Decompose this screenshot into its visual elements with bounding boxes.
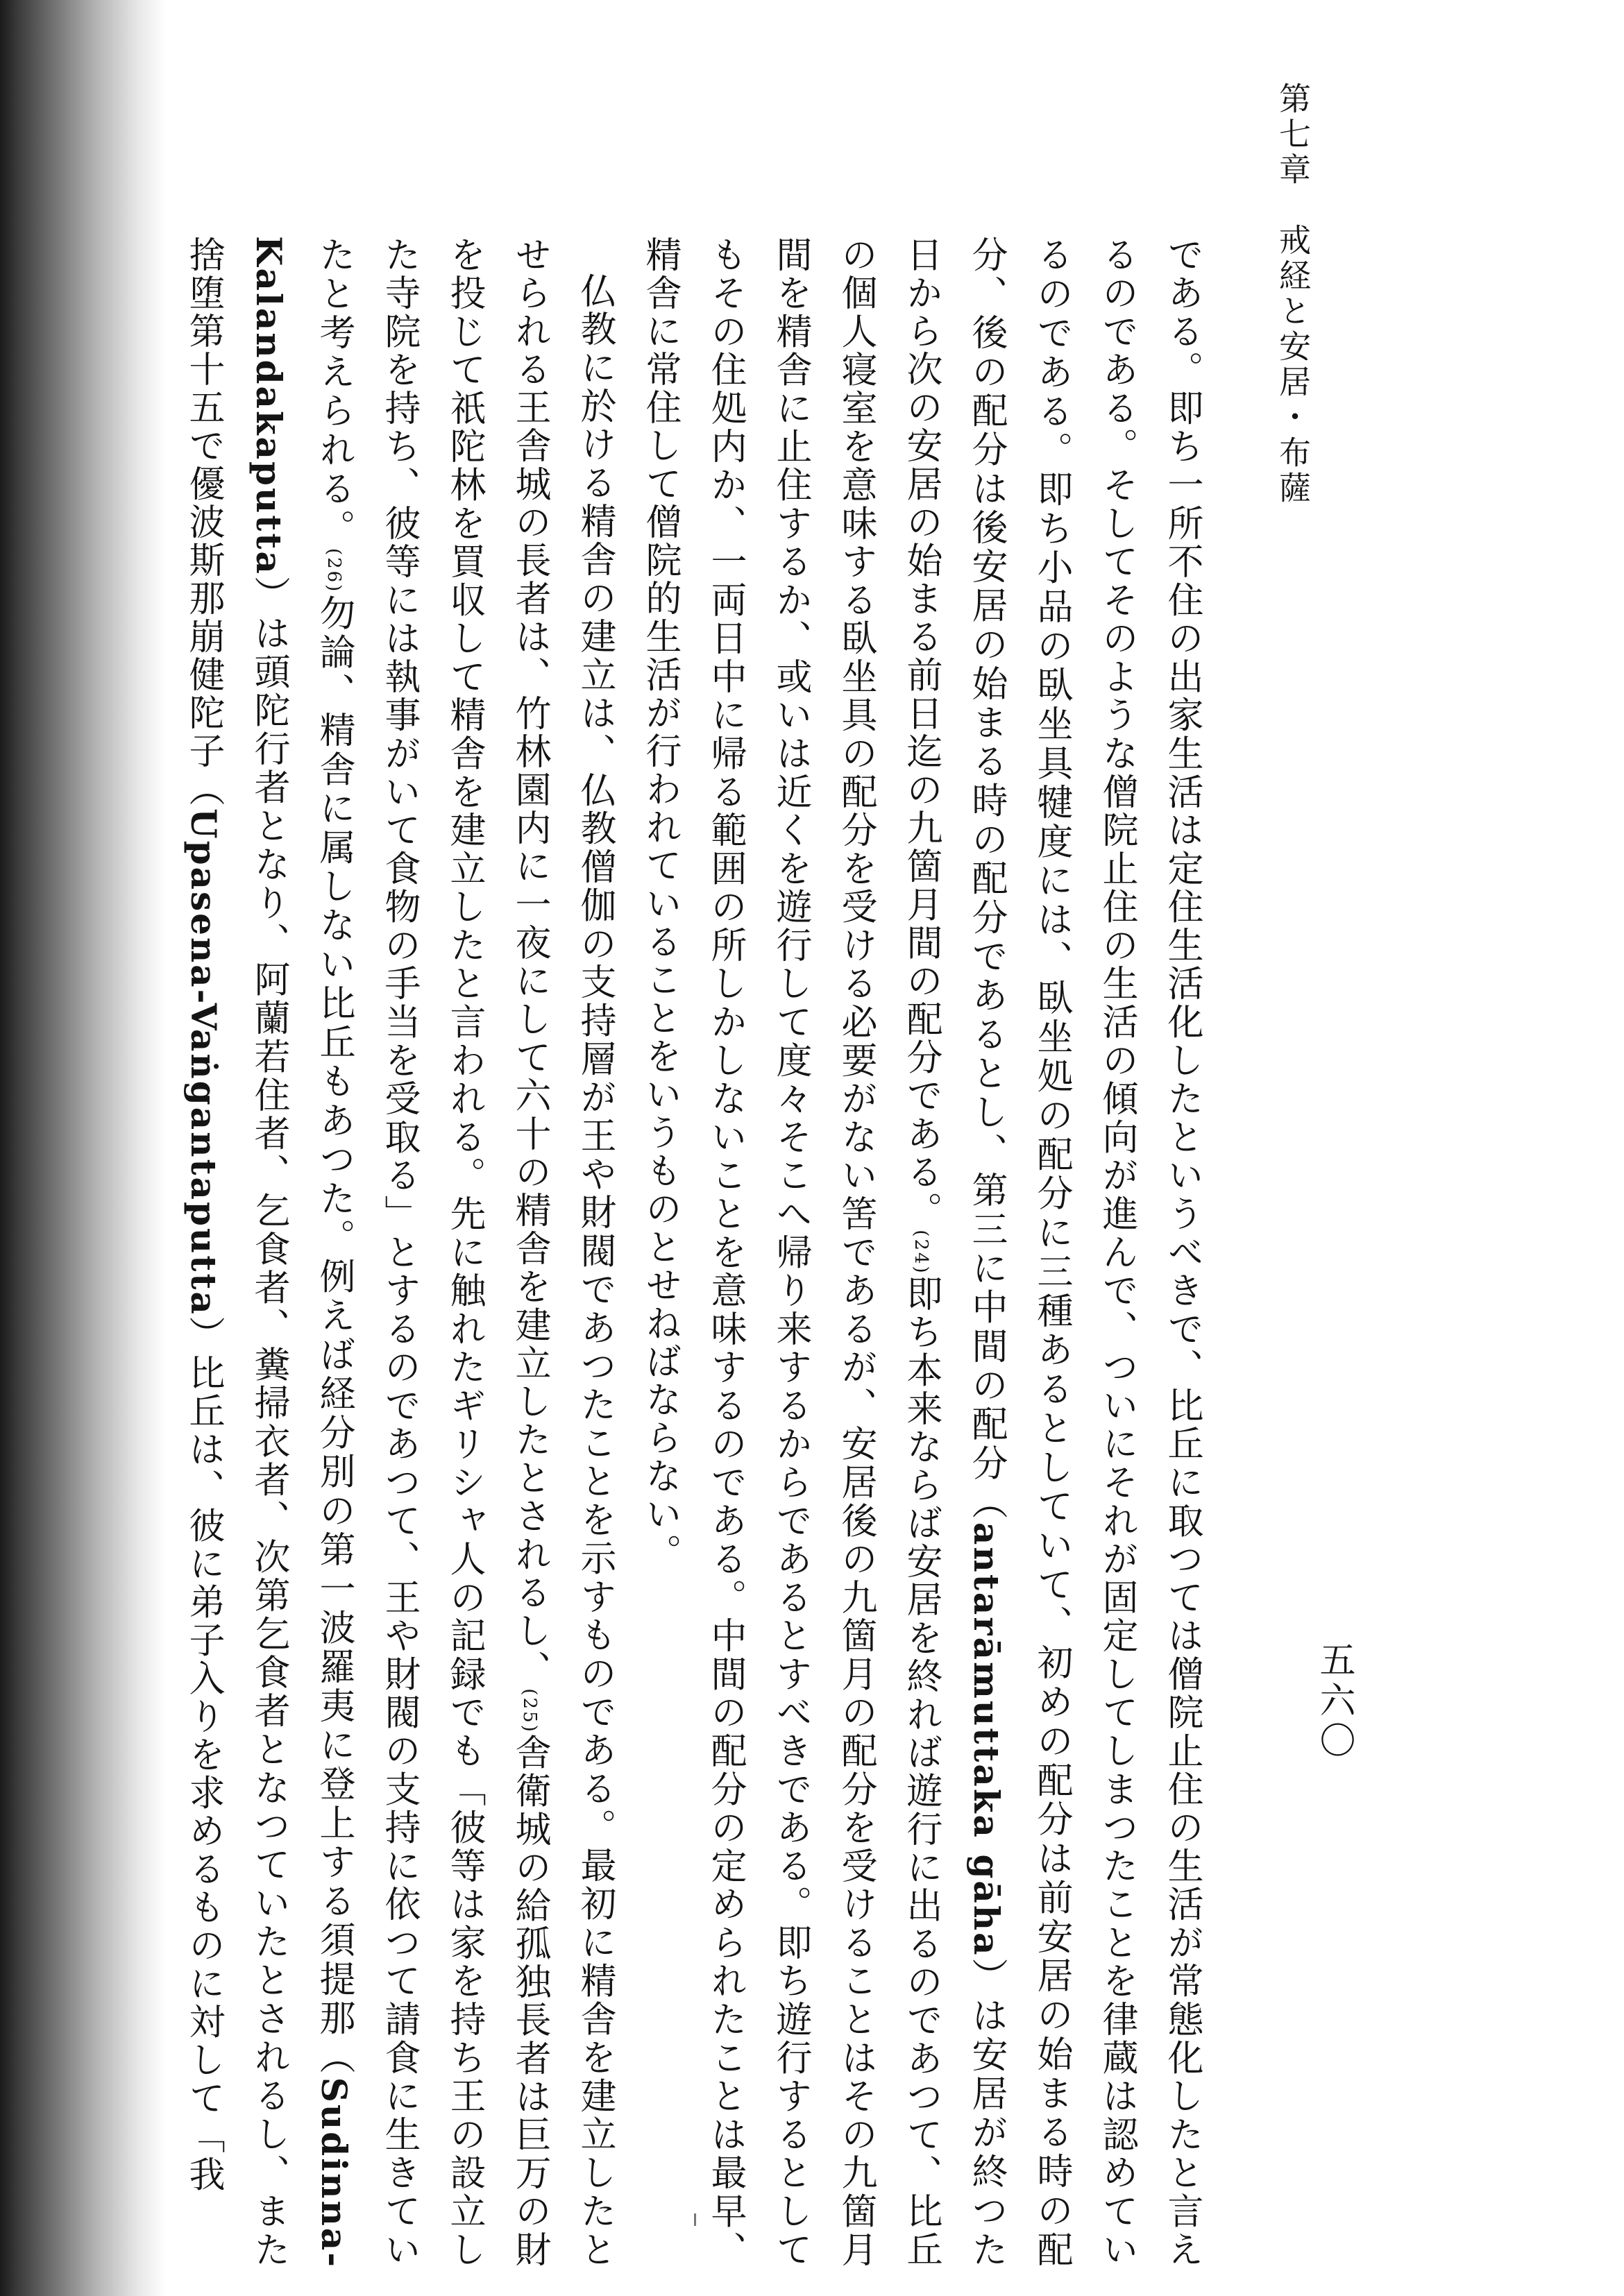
body-text: [125, 236, 1215, 2269]
text-run: ）は頭陀行者となり、阿蘭若住者、乞食者、糞掃衣者、次第乞食者となつていたとされるし、また捨堕第十五で優波斯那崩健陀子（: [183, 236, 289, 2269]
text-run: である。即ち一所不住の出家生活は定住生活化したというべきで、比丘に取つては僧院止住の生活が常態化したと言えるのである。そしてそのような僧院止住の生活の傾向が進んで、ついにそれが固定してしまつたことを律蔵は認めているのである。即ち小品の臥坐具犍度には、臥坐処の配分に三種あるとしていて、初めの配分は前安居の始まる時の配分、後の配分は後安居の始まる時の配分であるとし、第三に中間の配分（: [965, 236, 1203, 2269]
running-header: 第七章 戒経と安居・布薩: [1274, 82, 1312, 507]
text-run: ）は安居が終つた日から次の安居の始まる前日迄の九箇月間の配分である。: [900, 236, 1007, 2269]
footnote-ref: (26): [323, 547, 344, 594]
page-number: 五六〇: [1313, 1641, 1355, 1762]
paragraph-1: [627, 236, 1215, 2269]
text-run: 即ち本来ならば安居を終れば遊行に出るのであつて、比丘の個人寝室を意味する臥坐具の配分を受ける必要がない筈であるが、安居後の九箇月の配分を受けることはその九箇月間を精舎に止住するか、或いは近くを遊行して度々そこへ帰り来するからであるとすべきである。即ち遊行するとしてもその住処内か、一両日中に帰る範囲の所しかしないことを意味するのである。中間の配分の定められたことは最早、精舎に常住して僧院的生活が行われていることをいうものとせねばならない。: [639, 236, 942, 2269]
romanized-term: Sudinna-Kalandakaputta: [248, 236, 355, 2269]
footnote-ref: (24): [911, 1230, 931, 1275]
text-run: ）比丘は、彼に弟子入りを求めるものに対して「我: [183, 1316, 224, 2194]
scan-mark: [694, 2213, 696, 2226]
paragraph-2: [171, 236, 627, 2269]
romanized-term: Upasena-Vaṅgantaputta: [183, 808, 224, 1316]
text-run: 舎衛城の給孤独長者は巨万の財を投じて祇陀林を買収して精舎を建立したと言われる。先に触れたギリシャ人の記録でも「彼等は家を持ち王の設立した寺院を持ち、彼等には執事がいて食物の手当を受取る」とするのであつて、王や財閥の支持に依つて請食に生きていたと考えられる。: [313, 236, 550, 2269]
text-run: 勿論、精舎に属しない比丘もあつた。例えば経分別の第一波羅夷に登上する須提那（: [313, 593, 355, 2077]
romanized-term: antarāmuttaka gāha: [966, 1522, 1007, 1957]
footnote-ref: (25): [519, 1688, 540, 1734]
text-run: 仏教に於ける精舎の建立は、仏教僧伽の支持層が王や財閥であつたことを示すものである。最初に精舎を建立したとせられる王舎城の長者は、竹林園内に一夜にして六十の精舎を建立したとされるし、: [509, 236, 616, 2269]
